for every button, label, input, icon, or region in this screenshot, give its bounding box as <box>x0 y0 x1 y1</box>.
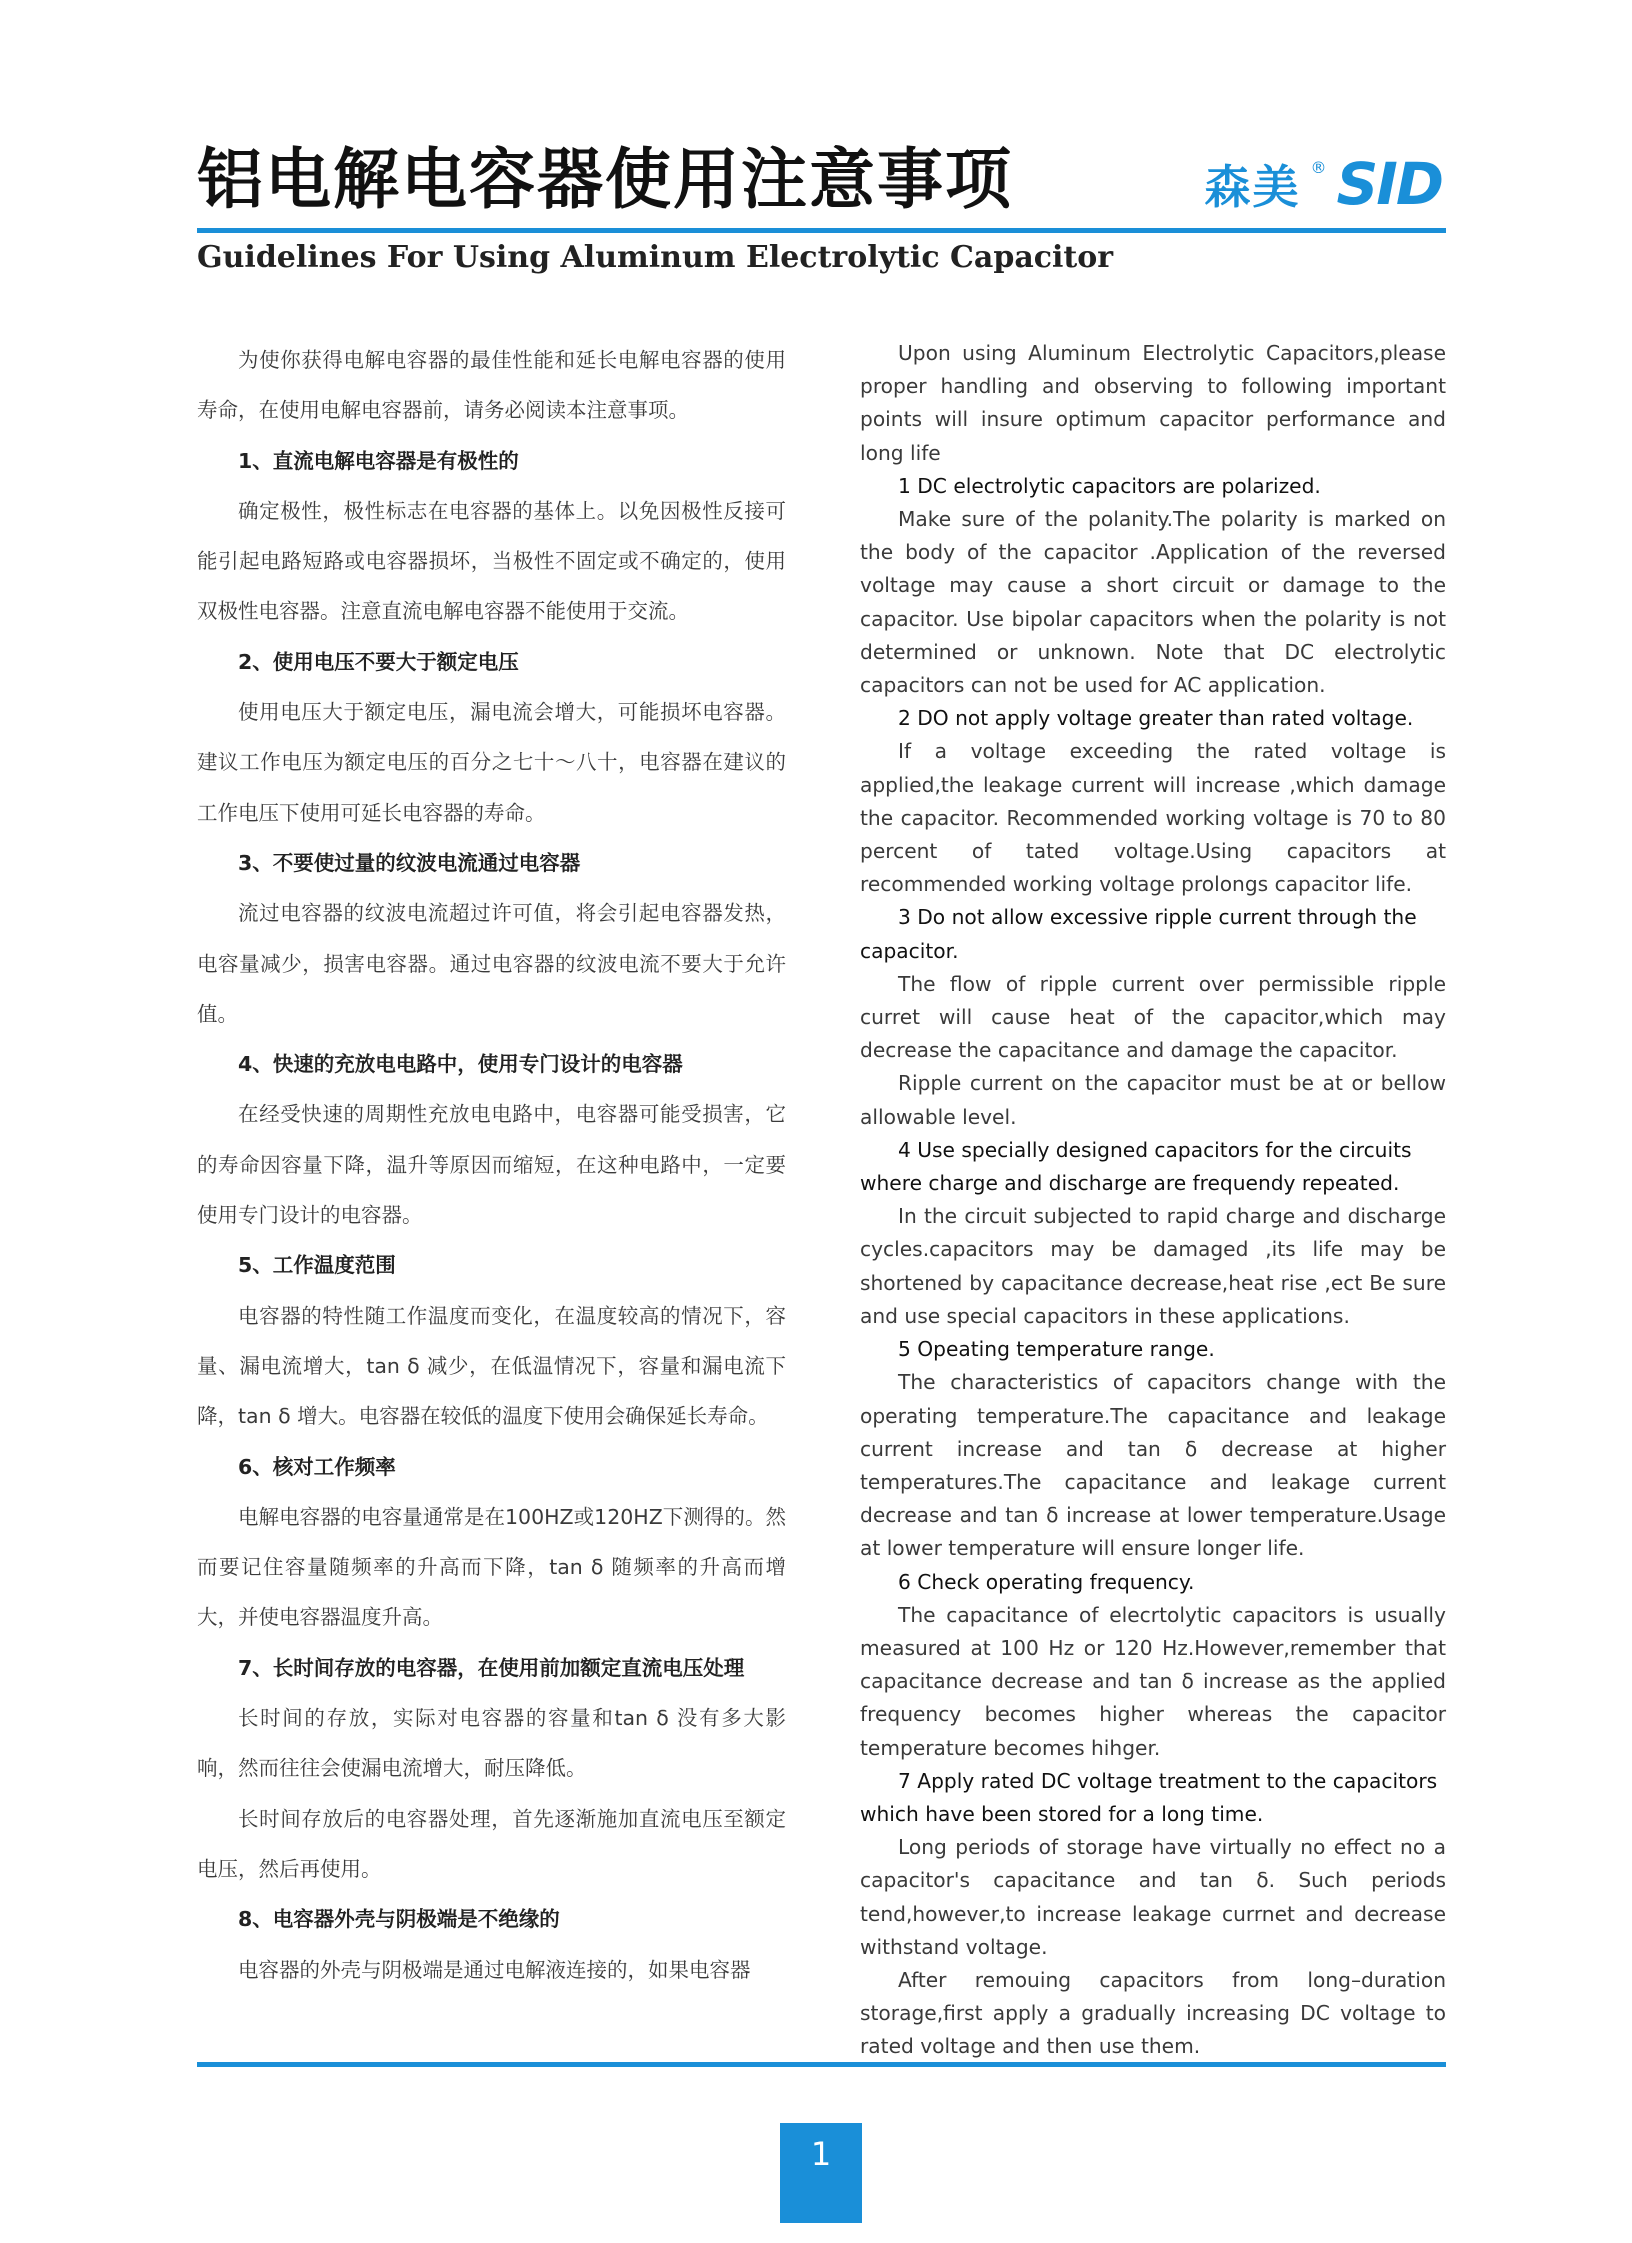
registered-mark: ® <box>1310 158 1327 177</box>
en-paragraph-7b: After remouing capacitors from long–duration storage,first apply a gradually increasing DC voltage to rated voltage and then use them. <box>860 1967 1446 2059</box>
logo-chinese-name: 森美 <box>1204 160 1301 214</box>
page-title: 铝电解电容器使用注意事项 <box>197 141 1013 218</box>
zh-paragraph-3: 流过电容器的纹波电流超过许可值，将会引起电容器发热，电容量减少，损害电容器。通过电容器的纹波电流不要大于允许值。 <box>197 901 786 1026</box>
zh-heading-2: 2、使用电压不要大于额定电压 <box>238 649 519 674</box>
page-number: 1 <box>810 2135 832 2173</box>
en-heading-4: 4 Use specially designed capacitors for the circuits where charge and discharge are frequendy repeated. <box>860 1137 1412 1196</box>
en-heading-6: 6 Check operating frequency. <box>898 1569 1195 1594</box>
zh-paragraph-7a: 长时间的存放，实际对电容器的容量和tan δ 没有多大影响，然而往往会使漏电流增大，耐压降低。 <box>197 1706 786 1781</box>
footer-divider <box>197 2062 1446 2067</box>
en-intro: Upon using Aluminum Electrolytic Capacitors,please proper handling and observing to following important points will insure optimum capacitor performance and long life <box>860 341 1446 465</box>
en-heading-3: 3 Do not allow excessive ripple current through the capacitor. <box>860 905 1417 963</box>
en-paragraph-1: Make sure of the polanity.The polarity is marked on the body of the capacitor .Application of the reversed voltage may cause a short circuit or damage to the capacitor. Use bipolar capacitors when the polarity is not determined or unknown. Note that DC electrolytic capacitors can not be used for AC application. <box>860 507 1446 698</box>
logo-sid-mark: SID <box>1336 150 1442 218</box>
english-column <box>860 337 1446 2064</box>
zh-heading-8: 8、电容器外壳与阴极端是不绝缘的 <box>238 1907 560 1932</box>
zh-paragraph-1: 确定极性，极性标志在电容器的基体上。以免因极性反接可能引起电路短路或电容器损坏，当极性不固定或不确定的，使用双极性电容器。注意直流电解电容器不能使用于交流。 <box>197 498 786 624</box>
zh-heading-5: 5、工作温度范围 <box>238 1253 396 1278</box>
zh-paragraph-6: 电解电容器的电容量通常是在100HZ或120HZ下测得的。然而要记住容量随频率的升高而下降，tan δ 随频率的升高而增大，并使电容器温度升高。 <box>197 1504 786 1630</box>
zh-paragraph-8: 电容器的外壳与阴极端是通过电解液连接的，如果电容器 <box>238 1957 751 1982</box>
zh-paragraph-7b: 长时间存放后的电容器处理，首先逐渐施加直流电压至额定电压，然后再使用。 <box>197 1806 786 1881</box>
en-heading-1: 1 DC electrolytic capacitors are polarized. <box>898 473 1321 498</box>
en-heading-5: 5 Opeating temperature range. <box>898 1337 1215 1362</box>
zh-heading-6: 6、核对工作频率 <box>238 1454 396 1479</box>
zh-heading-7: 7、长时间存放的电容器，在使用前加额定直流电压处理 <box>238 1655 745 1680</box>
title-divider <box>197 228 1446 233</box>
zh-heading-4: 4、快速的充放电电路中，使用专门设计的电容器 <box>238 1052 683 1077</box>
zh-paragraph-5: 电容器的特性随工作温度而变化，在温度较高的情况下，容量、漏电流增大，tan δ 减少，在低温情况下，容量和漏电流下降，tan δ 增大。电容器在较低的温度下使用会确保延长寿命。 <box>197 1303 786 1429</box>
page-subtitle-english: Guidelines For Using Aluminum Electrolytic Capacitor <box>197 240 1114 275</box>
en-heading-2: 2 DO not apply voltage greater than rated voltage. <box>898 706 1414 731</box>
zh-heading-3: 3、不要使过量的纹波电流通过电容器 <box>238 850 581 875</box>
en-paragraph-6: The capacitance of elecrtolytic capacitors is usually measured at 100 Hz or 120 Hz.However,remember that capacitance decrease and tan δ increase as the applied frequency becomes higher whereas the capacitor temperature becomes hihger. <box>860 1602 1446 1760</box>
en-paragraph-2: If a voltage exceeding the rated voltage is applied,the leakage current will increase ,which damage the capacitor. Recommended working voltage is 70 to 80 percent of tated voltage.Using capacitors at recommended working voltage prolongs capacitor life. <box>860 739 1446 897</box>
chinese-column <box>197 335 786 1995</box>
en-paragraph-3b: Ripple current on the capacitor must be at or bellow allowable level. <box>860 1071 1446 1129</box>
en-paragraph-5: The characteristics of capacitors change with the operating temperature.The capacitance and leakage current increase and tan δ decrease at higher temperatures.The capacitance and leakage current decrease and tan δ increase at lower temperature.Usage at lower temperature will ensure longer life. <box>860 1370 1446 1561</box>
zh-heading-1: 1、直流电解电容器是有极性的 <box>238 448 519 473</box>
en-paragraph-7a: Long periods of storage have virtually no effect no a capacitor's capacitance and tan δ. Such periods tend,however,to increase leakage currnet and decrease withstand voltage. <box>860 1835 1446 1959</box>
brand-logo <box>1205 152 1443 216</box>
en-heading-7: 7 Apply rated DC voltage treatment to the capacitors which have been stored for a long time. <box>860 1768 1438 1826</box>
en-paragraph-4: In the circuit subjected to rapid charge and discharge cycles.capacitors may be damaged ,its life may be shortened by capacitance decrease,heat rise ,ect Be sure and use special capacitors in these applications. <box>860 1204 1446 1328</box>
en-paragraph-3a: The flow of ripple current over permissible ripple curret will cause heat of the capacitor,which may decrease the capacitance and damage the capacitor. <box>860 971 1446 1063</box>
page-number-badge <box>780 2123 862 2223</box>
zh-paragraph-4: 在经受快速的周期性充放电电路中，电容器可能受损害，它的寿命因容量下降，温升等原因而缩短，在这种电路中，一定要使用专门设计的电容器。 <box>197 1102 786 1228</box>
zh-intro: 为使你获得电解电容器的最佳性能和延长电解电容器的使用寿命，在使用电解电容器前，请务必阅读本注意事项。 <box>197 348 786 423</box>
zh-paragraph-2: 使用电压大于额定电压，漏电流会增大，可能损坏电容器。建议工作电压为额定电压的百分之七十～八十，电容器在建议的工作电压下使用可延长电容器的寿命。 <box>197 700 786 825</box>
